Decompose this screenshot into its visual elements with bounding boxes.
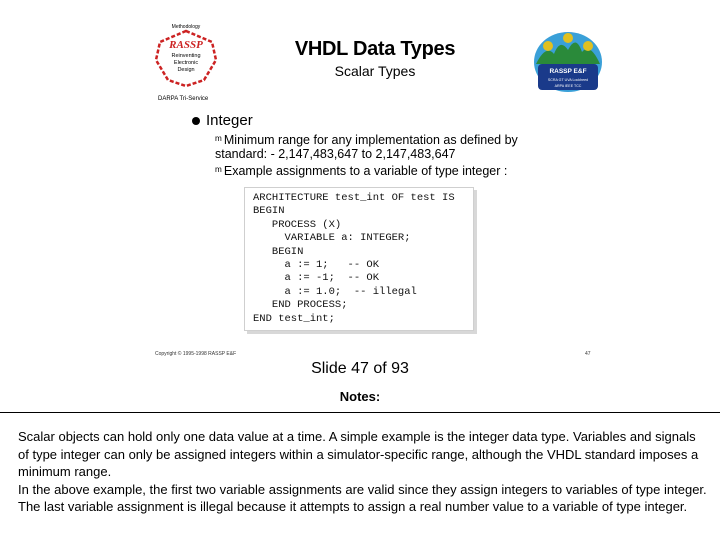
slide-title: VHDL Data Types bbox=[294, 38, 456, 60]
svg-text:RASSP: RASSP bbox=[169, 39, 203, 51]
svg-text:SCRA GT UVA Lockheed: SCRA GT UVA Lockheed bbox=[547, 78, 589, 82]
notes-paragraph-2: In the above example, the first two variable assignments are valid since they assign integers to variables of type integer. The last variable assignment is illegal because it attempts to assign a real number value to a variable of type integer. bbox=[18, 481, 707, 514]
hollow-bullet-icon: ᵐ bbox=[215, 164, 222, 178]
svg-text:Electronic: Electronic bbox=[173, 60, 199, 66]
sub-bullet-minimum-range-text: Minimum range for any implementation as defined by standard: - 2,147,483,647 to 2,147,483,647 bbox=[215, 133, 518, 161]
sub-bullet-example bbox=[215, 164, 555, 178]
rassp-ef-logo bbox=[532, 24, 604, 94]
slide-counter: Slide 47 of 93 bbox=[311, 360, 409, 377]
slide-subtitle: Scalar Types bbox=[334, 63, 416, 79]
notes-paragraph-1: Scalar objects can hold only one data value at a time. A simple example is the integer data type. Variables and signals of type integer can only be assigned integers within a simulator-specific range, although the VHDL standard imposes a minimum range. bbox=[18, 429, 699, 479]
slide-page-number: 47 bbox=[585, 351, 591, 357]
notes-body bbox=[18, 428, 708, 516]
svg-text:ARPA IEEE TCC: ARPA IEEE TCC bbox=[554, 84, 582, 88]
bullet-dot-icon bbox=[192, 117, 200, 125]
bullet-integer-label: Integer bbox=[206, 112, 253, 129]
code-example: ARCHITECTURE test_int OF test IS BEGIN PROCESS (X) VARIABLE a: INTEGER; BEGIN a := 1; -- OK a := -1; -- OK a := 1.0; -- illegal END PROCESS; END test_int; bbox=[253, 192, 455, 325]
rassp-methodology-logo bbox=[150, 22, 222, 90]
svg-text:Reinventing: Reinventing bbox=[171, 53, 201, 59]
code-example-box bbox=[244, 187, 474, 331]
copyright-text: Copyright © 1995-1998 RASSP E&F bbox=[155, 351, 237, 357]
sub-bullet-minimum-range bbox=[215, 133, 555, 161]
hollow-bullet-icon: ᵐ bbox=[215, 133, 222, 147]
svg-text:RASSP E&F: RASSP E&F bbox=[549, 68, 587, 75]
notes-divider bbox=[0, 412, 720, 413]
darpa-tri-service-text: DARPA Tri-Service bbox=[158, 96, 209, 102]
notes-heading: Notes: bbox=[339, 389, 381, 404]
svg-text:Design: Design bbox=[177, 67, 195, 73]
bullet-integer bbox=[192, 112, 253, 129]
logo-methodology-text: Methodology bbox=[171, 24, 201, 30]
sub-bullet-example-text: Example assignments to a variable of type integer : bbox=[223, 164, 508, 178]
